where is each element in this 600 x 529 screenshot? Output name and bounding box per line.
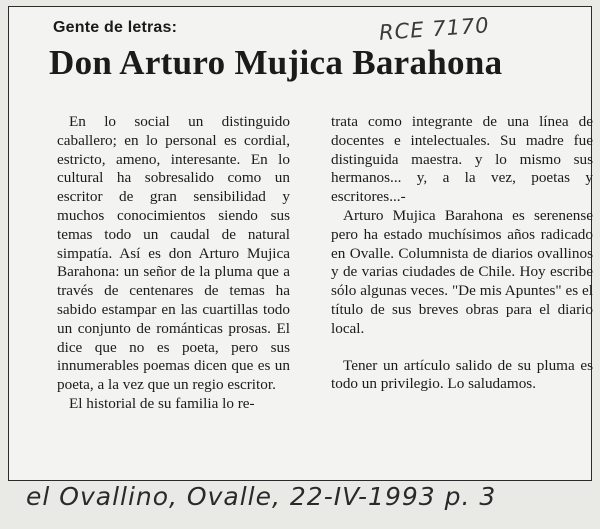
section-label: Gente de letras: bbox=[53, 19, 178, 36]
newspaper-clipping bbox=[8, 6, 592, 481]
paragraph: En lo social un distinguido caballero; en lo personal es cordial, estricto, ameno, interesante. En lo cultural ha sobresalido como un escritor de gran sensibilidad y muchos conocimientos siendo sus temas todo un caudal de natural simpatía. Así es don Arturo Mujica Barahona: un señor de la pluma que a través de centenares de temas ha sabido estampar en las cuartillas todo un conjunto de románticas prosas. El dice que no es poeta, pero sus innumerables poemas dicen que es un poeta, a la vez que un regio escritor. bbox=[57, 113, 290, 394]
paragraph: Tener un artículo salido de su pluma es todo un privilegio. Lo saludamos. bbox=[331, 356, 593, 393]
right-column bbox=[331, 113, 593, 394]
paragraph: Arturo Mujica Barahona es serenense pero ha estado muchísimos años radicado en Ovalle. Columnista de diarios ovallinos y de varias ciudades de Chile. Hoy escribe sólo algunas veces. "De mis Apuntes" es el título de sus breves obras para el diario local. bbox=[331, 206, 593, 337]
left-column bbox=[57, 113, 290, 414]
article-title: Don Arturo Mujica Barahona bbox=[49, 43, 503, 82]
handwritten-source-note: el Ovallino, Ovalle, 22-IV-1993 p. 3 bbox=[26, 482, 497, 511]
paragraph: trata como integrante de una línea de docentes e intelectuales. Su madre fue distinguida maestra. y lo mismo sus hermanos... y, a la vez, poetas y escritores...- bbox=[331, 113, 593, 206]
paragraph: El historial de su familia lo re- bbox=[69, 394, 255, 412]
handwritten-archive-code: RCE 7170 bbox=[378, 13, 491, 45]
